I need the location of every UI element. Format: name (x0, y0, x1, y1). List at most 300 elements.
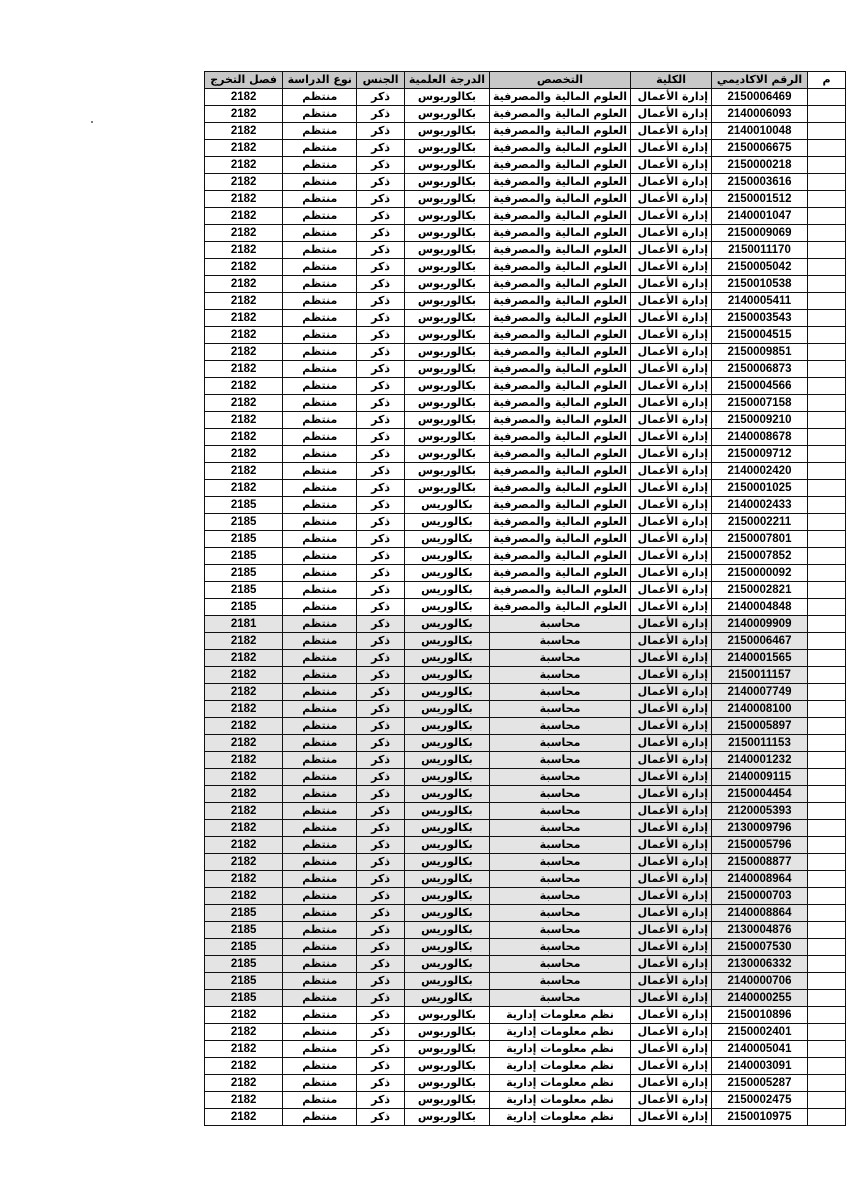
graduation-term-cell: 2182 (205, 650, 283, 667)
row-number-cell (807, 650, 845, 667)
gender-cell: ذكر (357, 599, 405, 616)
degree-cell: بكالوريوس (404, 242, 489, 259)
academic-no-cell: 2130009796 (712, 820, 808, 837)
major-cell: العلوم المالية والمصرفية (489, 497, 630, 514)
degree-cell: بكالوريوس (404, 429, 489, 446)
row-number-cell (807, 276, 845, 293)
table-row (205, 293, 846, 310)
college-cell: إدارة الأعمال (631, 871, 712, 888)
study-type-cell: منتظم (283, 395, 357, 412)
graduation-term-cell: 2182 (205, 1109, 283, 1126)
academic-no-cell: 2140006093 (712, 106, 808, 123)
row-number-cell (807, 497, 845, 514)
table-row (205, 990, 846, 1007)
header-academic-no: الرقم الاكاديمي (712, 72, 808, 89)
academic-no-cell: 2150005897 (712, 718, 808, 735)
row-number-cell (807, 582, 845, 599)
study-type-cell: منتظم (283, 1109, 357, 1126)
table-row (205, 497, 846, 514)
graduation-term-cell: 2182 (205, 429, 283, 446)
college-cell: إدارة الأعمال (631, 803, 712, 820)
row-number-cell (807, 905, 845, 922)
major-cell: العلوم المالية والمصرفية (489, 582, 630, 599)
degree-cell: بكالوريوس (404, 1092, 489, 1109)
row-number-cell (807, 990, 845, 1007)
gender-cell: ذكر (357, 514, 405, 531)
degree-cell: بكالوريس (404, 667, 489, 684)
college-cell: إدارة الأعمال (631, 191, 712, 208)
degree-cell: بكالوريوس (404, 157, 489, 174)
study-type-cell: منتظم (283, 361, 357, 378)
graduation-term-cell: 2182 (205, 803, 283, 820)
gender-cell: ذكر (357, 1041, 405, 1058)
table-row (205, 242, 846, 259)
college-cell: إدارة الأعمال (631, 514, 712, 531)
gender-cell: ذكر (357, 463, 405, 480)
major-cell: محاسبة (489, 718, 630, 735)
graduation-term-cell: 2182 (205, 871, 283, 888)
study-type-cell: منتظم (283, 106, 357, 123)
gender-cell: ذكر (357, 735, 405, 752)
degree-cell: بكالوريس (404, 990, 489, 1007)
table-row (205, 276, 846, 293)
row-number-cell (807, 514, 845, 531)
degree-cell: بكالوريس (404, 599, 489, 616)
degree-cell: بكالوريس (404, 514, 489, 531)
study-type-cell: منتظم (283, 174, 357, 191)
academic-no-cell: 2140003091 (712, 1058, 808, 1075)
college-cell: إدارة الأعمال (631, 1075, 712, 1092)
row-number-cell (807, 89, 845, 106)
college-cell: إدارة الأعمال (631, 225, 712, 242)
major-cell: العلوم المالية والمصرفية (489, 174, 630, 191)
gender-cell: ذكر (357, 344, 405, 361)
degree-cell: بكالوريوس (404, 1058, 489, 1075)
graduation-term-cell: 2182 (205, 293, 283, 310)
academic-no-cell: 2150000703 (712, 888, 808, 905)
table-row (205, 973, 846, 990)
academic-no-cell: 2150009851 (712, 344, 808, 361)
academic-no-cell: 2140000706 (712, 973, 808, 990)
major-cell: محاسبة (489, 684, 630, 701)
row-number-cell (807, 412, 845, 429)
graduation-term-cell: 2182 (205, 276, 283, 293)
graduation-term-cell: 2185 (205, 582, 283, 599)
academic-no-cell: 2150010975 (712, 1109, 808, 1126)
gender-cell: ذكر (357, 616, 405, 633)
college-cell: إدارة الأعمال (631, 973, 712, 990)
major-cell: نظم معلومات إدارية (489, 1109, 630, 1126)
graduation-term-cell: 2182 (205, 378, 283, 395)
college-cell: إدارة الأعمال (631, 599, 712, 616)
major-cell: العلوم المالية والمصرفية (489, 480, 630, 497)
degree-cell: بكالوريوس (404, 1075, 489, 1092)
study-type-cell: منتظم (283, 157, 357, 174)
college-cell: إدارة الأعمال (631, 905, 712, 922)
study-type-cell: منتظم (283, 599, 357, 616)
row-number-cell (807, 973, 845, 990)
row-number-cell (807, 1058, 845, 1075)
academic-no-cell: 2140002433 (712, 497, 808, 514)
graduation-term-cell: 2185 (205, 973, 283, 990)
graduation-term-cell: 2182 (205, 1092, 283, 1109)
college-cell: إدارة الأعمال (631, 480, 712, 497)
major-cell: العلوم المالية والمصرفية (489, 140, 630, 157)
college-cell: إدارة الأعمال (631, 344, 712, 361)
study-type-cell: منتظم (283, 667, 357, 684)
college-cell: إدارة الأعمال (631, 820, 712, 837)
table-row (205, 106, 846, 123)
study-type-cell: منتظم (283, 633, 357, 650)
degree-cell: بكالوريس (404, 956, 489, 973)
row-number-cell (807, 123, 845, 140)
college-cell: إدارة الأعمال (631, 1058, 712, 1075)
gender-cell: ذكر (357, 667, 405, 684)
study-type-cell: منتظم (283, 89, 357, 106)
major-cell: العلوم المالية والمصرفية (489, 310, 630, 327)
college-cell: إدارة الأعمال (631, 684, 712, 701)
gender-cell: ذكر (357, 1092, 405, 1109)
study-type-cell: منتظم (283, 752, 357, 769)
degree-cell: بكالوريوس (404, 225, 489, 242)
gender-cell: ذكر (357, 259, 405, 276)
table-row (205, 514, 846, 531)
graduation-term-cell: 2182 (205, 361, 283, 378)
study-type-cell: منتظم (283, 565, 357, 582)
gender-cell: ذكر (357, 990, 405, 1007)
graduation-term-cell: 2182 (205, 395, 283, 412)
study-type-cell: منتظم (283, 650, 357, 667)
gender-cell: ذكر (357, 922, 405, 939)
degree-cell: بكالوريس (404, 548, 489, 565)
study-type-cell: منتظم (283, 786, 357, 803)
study-type-cell: منتظم (283, 480, 357, 497)
gender-cell: ذكر (357, 310, 405, 327)
degree-cell: بكالوريوس (404, 361, 489, 378)
college-cell: إدارة الأعمال (631, 293, 712, 310)
table-row (205, 1109, 846, 1126)
row-number-cell (807, 463, 845, 480)
gender-cell: ذكر (357, 752, 405, 769)
college-cell: إدارة الأعمال (631, 769, 712, 786)
header-m: م (807, 72, 845, 89)
table-row (205, 922, 846, 939)
college-cell: إدارة الأعمال (631, 531, 712, 548)
major-cell: محاسبة (489, 752, 630, 769)
study-type-cell: منتظم (283, 140, 357, 157)
academic-no-cell: 2150008877 (712, 854, 808, 871)
gender-cell: ذكر (357, 820, 405, 837)
study-type-cell: منتظم (283, 1041, 357, 1058)
gender-cell: ذكر (357, 939, 405, 956)
row-number-cell (807, 157, 845, 174)
gender-cell: ذكر (357, 803, 405, 820)
table-row (205, 820, 846, 837)
graduation-term-cell: 2185 (205, 905, 283, 922)
table-row (205, 208, 846, 225)
row-number-cell (807, 803, 845, 820)
study-type-cell: منتظم (283, 990, 357, 1007)
study-type-cell: منتظم (283, 242, 357, 259)
table-row (205, 599, 846, 616)
degree-cell: بكالوريوس (404, 123, 489, 140)
college-cell: إدارة الأعمال (631, 140, 712, 157)
major-cell: العلوم المالية والمصرفية (489, 106, 630, 123)
major-cell: نظم معلومات إدارية (489, 1058, 630, 1075)
study-type-cell: منتظم (283, 123, 357, 140)
table-row (205, 1092, 846, 1109)
study-type-cell: منتظم (283, 548, 357, 565)
study-type-cell: منتظم (283, 1058, 357, 1075)
table-row (205, 735, 846, 752)
degree-cell: بكالوريوس (404, 412, 489, 429)
gender-cell: ذكر (357, 191, 405, 208)
table-row (205, 1058, 846, 1075)
gender-cell: ذكر (357, 157, 405, 174)
major-cell: محاسبة (489, 990, 630, 1007)
academic-no-cell: 2150006675 (712, 140, 808, 157)
academic-no-cell: 2150003616 (712, 174, 808, 191)
row-number-cell (807, 1075, 845, 1092)
major-cell: العلوم المالية والمصرفية (489, 276, 630, 293)
row-number-cell (807, 871, 845, 888)
graduation-term-cell: 2182 (205, 769, 283, 786)
gender-cell: ذكر (357, 1058, 405, 1075)
graduation-term-cell: 2182 (205, 446, 283, 463)
academic-no-cell: 2150005796 (712, 837, 808, 854)
academic-no-cell: 2140001047 (712, 208, 808, 225)
academic-no-cell: 2150007852 (712, 548, 808, 565)
gender-cell: ذكر (357, 89, 405, 106)
row-number-cell (807, 259, 845, 276)
academic-no-cell: 2150011170 (712, 242, 808, 259)
degree-cell: بكالوريوس (404, 259, 489, 276)
study-type-cell: منتظم (283, 701, 357, 718)
degree-cell: بكالوريوس (404, 1024, 489, 1041)
row-number-cell (807, 327, 845, 344)
graduation-term-cell: 2182 (205, 854, 283, 871)
row-number-cell (807, 956, 845, 973)
row-number-cell (807, 208, 845, 225)
table-row (205, 752, 846, 769)
major-cell: محاسبة (489, 888, 630, 905)
degree-cell: بكالوريس (404, 752, 489, 769)
academic-no-cell: 2140008964 (712, 871, 808, 888)
graduation-term-cell: 2185 (205, 531, 283, 548)
graduation-term-cell: 2181 (205, 616, 283, 633)
gender-cell: ذكر (357, 429, 405, 446)
table-row (205, 157, 846, 174)
graduation-term-cell: 2182 (205, 225, 283, 242)
college-cell: إدارة الأعمال (631, 412, 712, 429)
graduation-term-cell: 2182 (205, 208, 283, 225)
graduation-term-cell: 2182 (205, 786, 283, 803)
table-row (205, 684, 846, 701)
gender-cell: ذكر (357, 548, 405, 565)
major-cell: العلوم المالية والمصرفية (489, 225, 630, 242)
college-cell: إدارة الأعمال (631, 701, 712, 718)
degree-cell: بكالوريس (404, 701, 489, 718)
major-cell: العلوم المالية والمصرفية (489, 208, 630, 225)
table-row (205, 140, 846, 157)
table-row (205, 667, 846, 684)
major-cell: العلوم المالية والمصرفية (489, 361, 630, 378)
row-number-cell (807, 480, 845, 497)
table-row (205, 395, 846, 412)
graduation-term-cell: 2182 (205, 123, 283, 140)
table-row (205, 412, 846, 429)
table-row (205, 463, 846, 480)
row-number-cell (807, 548, 845, 565)
table-row (205, 633, 846, 650)
header-graduation-term: فصل التخرج (205, 72, 283, 89)
degree-cell: بكالوريس (404, 718, 489, 735)
row-number-cell (807, 633, 845, 650)
degree-cell: بكالوريوس (404, 293, 489, 310)
college-cell: إدارة الأعمال (631, 990, 712, 1007)
degree-cell: بكالوريوس (404, 208, 489, 225)
academic-no-cell: 2150004566 (712, 378, 808, 395)
degree-cell: بكالوريس (404, 650, 489, 667)
row-number-cell (807, 344, 845, 361)
degree-cell: بكالوريوس (404, 1041, 489, 1058)
table-row (205, 548, 846, 565)
college-cell: إدارة الأعمال (631, 837, 712, 854)
row-number-cell (807, 310, 845, 327)
major-cell: محاسبة (489, 786, 630, 803)
major-cell: نظم معلومات إدارية (489, 1092, 630, 1109)
gender-cell: ذكر (357, 1075, 405, 1092)
academic-no-cell: 2130006332 (712, 956, 808, 973)
graduation-term-cell: 2182 (205, 1007, 283, 1024)
gender-cell: ذكر (357, 956, 405, 973)
gender-cell: ذكر (357, 242, 405, 259)
college-cell: إدارة الأعمال (631, 89, 712, 106)
row-number-cell (807, 395, 845, 412)
college-cell: إدارة الأعمال (631, 310, 712, 327)
table-row (205, 259, 846, 276)
row-number-cell (807, 293, 845, 310)
study-type-cell: منتظم (283, 973, 357, 990)
degree-cell: بكالوريوس (404, 1109, 489, 1126)
major-cell: محاسبة (489, 956, 630, 973)
graduation-term-cell: 2182 (205, 1024, 283, 1041)
graduation-term-cell: 2182 (205, 191, 283, 208)
academic-no-cell: 2140001232 (712, 752, 808, 769)
gender-cell: ذكر (357, 378, 405, 395)
table-row (205, 429, 846, 446)
graduation-term-cell: 2182 (205, 735, 283, 752)
major-cell: العلوم المالية والمصرفية (489, 531, 630, 548)
academic-no-cell: 2150002211 (712, 514, 808, 531)
row-number-cell (807, 1041, 845, 1058)
major-cell: محاسبة (489, 854, 630, 871)
degree-cell: بكالوريس (404, 871, 489, 888)
row-number-cell (807, 752, 845, 769)
study-type-cell: منتظم (283, 310, 357, 327)
gender-cell: ذكر (357, 973, 405, 990)
study-type-cell: منتظم (283, 854, 357, 871)
college-cell: إدارة الأعمال (631, 463, 712, 480)
degree-cell: بكالوريوس (404, 310, 489, 327)
table-row (205, 361, 846, 378)
table-row (205, 616, 846, 633)
academic-no-cell: 2150000092 (712, 565, 808, 582)
academic-no-cell: 2150005287 (712, 1075, 808, 1092)
academic-no-cell: 2140009909 (712, 616, 808, 633)
academic-no-cell: 2150007801 (712, 531, 808, 548)
row-number-cell (807, 939, 845, 956)
degree-cell: بكالوريوس (404, 446, 489, 463)
table-row (205, 531, 846, 548)
major-cell: العلوم المالية والمصرفية (489, 514, 630, 531)
graduation-term-cell: 2185 (205, 922, 283, 939)
degree-cell: بكالوريوس (404, 106, 489, 123)
row-number-cell (807, 242, 845, 259)
graduation-term-cell: 2182 (205, 684, 283, 701)
row-number-cell (807, 684, 845, 701)
study-type-cell: منتظم (283, 1075, 357, 1092)
graduation-term-cell: 2182 (205, 837, 283, 854)
major-cell: العلوم المالية والمصرفية (489, 259, 630, 276)
table-row (205, 888, 846, 905)
study-type-cell: منتظم (283, 684, 357, 701)
gender-cell: ذكر (357, 140, 405, 157)
major-cell: العلوم المالية والمصرفية (489, 242, 630, 259)
degree-cell: بكالوريس (404, 905, 489, 922)
academic-no-cell: 2150006469 (712, 89, 808, 106)
table-row (205, 327, 846, 344)
major-cell: العلوم المالية والمصرفية (489, 157, 630, 174)
academic-no-cell: 2150004515 (712, 327, 808, 344)
graduation-term-cell: 2182 (205, 1075, 283, 1092)
study-type-cell: منتظم (283, 905, 357, 922)
degree-cell: بكالوريس (404, 820, 489, 837)
study-type-cell: منتظم (283, 718, 357, 735)
graduation-term-cell: 2185 (205, 939, 283, 956)
academic-no-cell: 2150001025 (712, 480, 808, 497)
academic-no-cell: 2150011157 (712, 667, 808, 684)
study-type-cell: منتظم (283, 837, 357, 854)
academic-no-cell: 2140008678 (712, 429, 808, 446)
graduation-term-cell: 2182 (205, 140, 283, 157)
study-type-cell: منتظم (283, 259, 357, 276)
row-number-cell (807, 106, 845, 123)
row-number-cell (807, 446, 845, 463)
academic-no-cell: 2140005411 (712, 293, 808, 310)
row-number-cell (807, 599, 845, 616)
table-row (205, 89, 846, 106)
academic-no-cell: 2150007530 (712, 939, 808, 956)
academic-no-cell: 2150002821 (712, 582, 808, 599)
row-number-cell (807, 667, 845, 684)
college-cell: إدارة الأعمال (631, 327, 712, 344)
graduation-term-cell: 2185 (205, 956, 283, 973)
college-cell: إدارة الأعمال (631, 1007, 712, 1024)
major-cell: العلوم المالية والمصرفية (489, 123, 630, 140)
college-cell: إدارة الأعمال (631, 667, 712, 684)
graduates-table (204, 71, 846, 1126)
degree-cell: بكالوريوس (404, 276, 489, 293)
study-type-cell: منتظم (283, 429, 357, 446)
gender-cell: ذكر (357, 871, 405, 888)
major-cell: محاسبة (489, 837, 630, 854)
table-row (205, 871, 846, 888)
row-number-cell (807, 718, 845, 735)
header-major: التخصص (489, 72, 630, 89)
academic-no-cell: 2150011153 (712, 735, 808, 752)
degree-cell: بكالوريوس (404, 480, 489, 497)
